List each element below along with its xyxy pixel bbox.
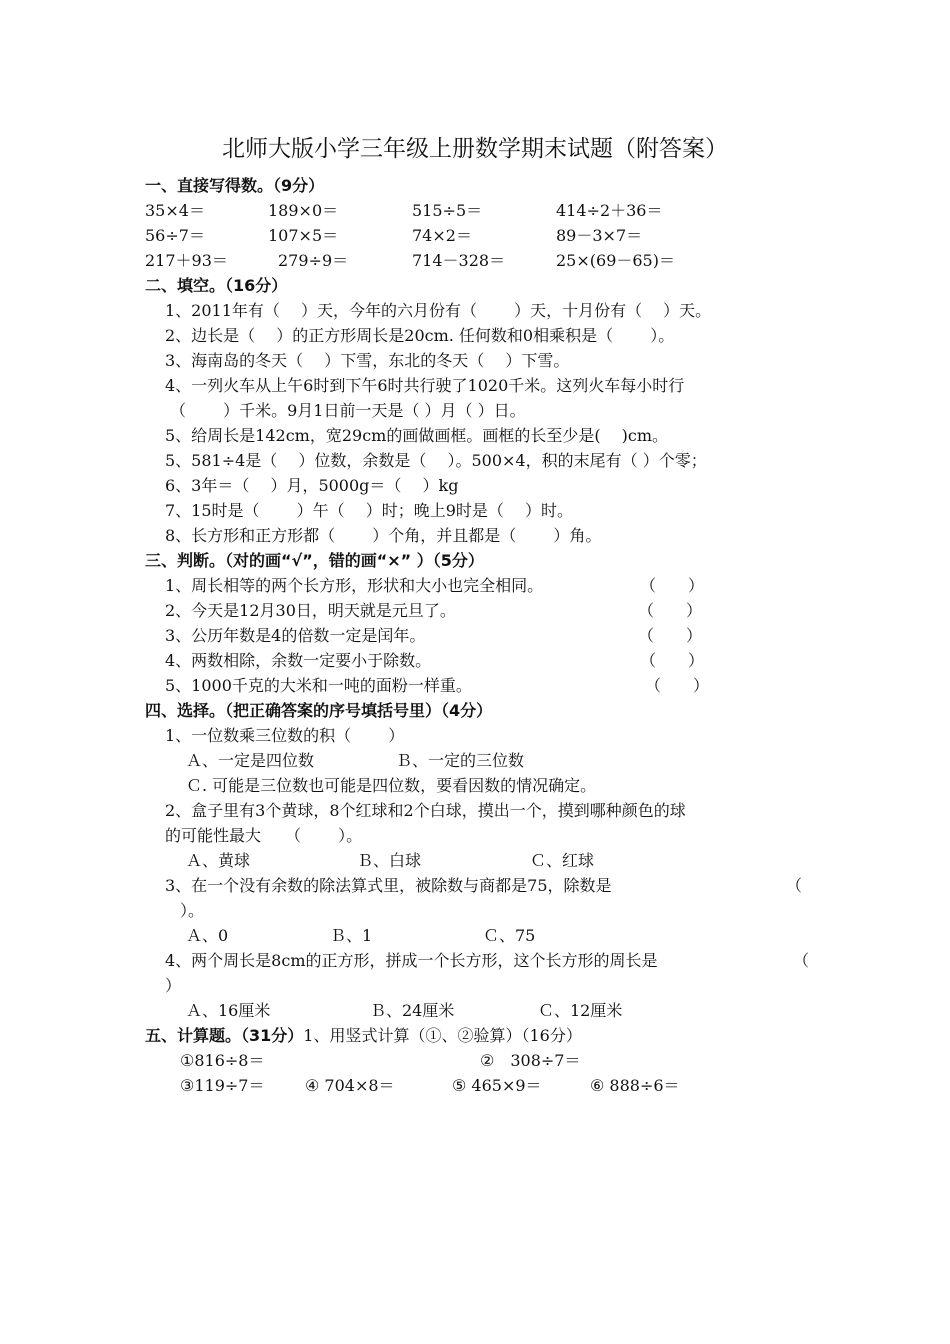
choice-option: Ｃ、12厘米	[538, 1001, 623, 1020]
choice-option: Ｂ、一定的三位数	[396, 751, 525, 770]
choice-question: ）	[165, 976, 182, 995]
fill-blank-item: 1、2011年有（ ）天，今年的六月份有（ ）天，十月份有（ ）天。	[165, 301, 712, 320]
section-3-heading: 三、判断。（对的画“√”，错的画“×” ）（5分）	[145, 551, 484, 570]
choice-question: 1、一位数乘三位数的积（ ）	[165, 726, 405, 745]
fill-blank-item: 4、一列火车从上午6时到下午6时共行驶了1020千米。这列火车每小时行	[165, 376, 685, 395]
fill-blank-item: （ ）千米。9月1日前一天是（ ）月（ ）日。	[170, 401, 526, 420]
choice-option: Ａ、黄球	[186, 851, 251, 870]
calc-item: 25×(69－65)＝	[556, 251, 675, 270]
calc-item: 217＋93＝	[145, 251, 228, 270]
choice-option: Ｂ、24厘米	[370, 1001, 455, 1020]
answer-blank: （ ）	[638, 601, 703, 620]
calc-item: 56÷7＝	[145, 226, 205, 245]
choice-option: Ｃ、75	[483, 926, 536, 945]
fill-blank-item: 6、3年＝（ ）月，5000g＝（ ）kg	[165, 476, 459, 495]
calc-item: 35×4＝	[145, 201, 205, 220]
choice-option: Ｂ、白球	[357, 851, 422, 870]
judgment-item: 5、1000千克的大米和一吨的面粉一样重。	[165, 676, 472, 695]
answer-blank: （ ）	[640, 576, 705, 595]
answer-blank: （ ）	[645, 676, 710, 695]
judgment-item: 2、今天是12月30日，明天就是元旦了。	[165, 601, 456, 620]
choice-question: ）。	[180, 901, 205, 920]
section-5-title: 五、计算题。（31分）	[145, 1026, 304, 1045]
judgment-item: 4、两数相除，余数一定要小于除数。	[165, 651, 432, 670]
page-title: 北师大版小学三年级上册数学期末试题（附答案）	[222, 136, 728, 162]
choice-question: 3、在一个没有余数的除法算式里，被除数与商都是75，除数是	[165, 876, 612, 895]
choice-option: Ｃ、红球	[530, 851, 595, 870]
vertical-calc-item: ② 308÷7＝	[480, 1051, 581, 1070]
choice-option: Ｂ、1	[330, 926, 373, 945]
vertical-calc-item: ③119÷7＝	[180, 1076, 265, 1095]
fill-blank-item: 2、边长是（ ）的正方形周长是20cm. 任何数和0相乘积是（ ）。	[165, 326, 675, 345]
calc-item: 414÷2＋36＝	[556, 201, 663, 220]
section-5-subtitle: 1、用竖式计算（①、②验算）（16分）	[303, 1026, 582, 1045]
choice-question: 2、盒子里有3个黄球，8个红球和2个白球，摸出一个，摸到哪种颜色的球	[165, 801, 686, 820]
fill-blank-item: 7、15时是（ ）午（ ）时；晚上9时是（ ）时。	[165, 501, 573, 520]
vertical-calc-item: ⑤ 465×9＝	[452, 1076, 542, 1095]
vertical-calc-item: ④ 704×8＝	[305, 1076, 395, 1095]
fill-blank-item: 8、长方形和正方形都（ ）个角，并且都是（ ）角。	[165, 526, 602, 545]
choice-option: Ａ、0	[186, 926, 229, 945]
choice-option: Ａ、16厘米	[186, 1001, 271, 1020]
calc-item: 279÷9＝	[278, 251, 349, 270]
calc-item: 107×5＝	[268, 226, 339, 245]
calc-item: 89－3×7＝	[556, 226, 643, 245]
fill-blank-item: 5、给周长是142cm，宽29cm的画做画框。画框的长至少是( )cm。	[165, 426, 669, 445]
fill-blank-item: 3、海南岛的冬天（ ）下雪，东北的冬天（ ）下雪。	[165, 351, 570, 370]
choice-option: Ｃ. 可能是三位数也可能是四位数，要看因数的情况确定。	[186, 776, 597, 795]
section-1-heading: 一、直接写得数。（9分）	[145, 176, 325, 195]
choice-paren: （	[786, 876, 803, 895]
choice-question: 4、两个周长是8cm的正方形，拼成一个长方形，这个长方形的周长是	[165, 951, 658, 970]
judgment-item: 3、公历年数是4的倍数一定是闰年。	[165, 626, 426, 645]
answer-blank: （ ）	[638, 626, 703, 645]
vertical-calc-item: ①816÷8＝	[180, 1051, 265, 1070]
vertical-calc-item: ⑥ 888÷6＝	[590, 1076, 680, 1095]
calc-item: 189×0＝	[268, 201, 339, 220]
fill-blank-item: 5、581÷4是（ ）位数，余数是（ ）。500×4，积的末尾有（ ）个零；	[165, 451, 707, 470]
calc-item: 74×2＝	[412, 226, 472, 245]
choice-question: 的可能性最大 （ ）。	[165, 826, 363, 845]
section-5-heading	[145, 1025, 582, 1047]
answer-blank: （ ）	[640, 651, 705, 670]
section-4-heading: 四、选择。（把正确答案的序号填括号里）（4分）	[145, 701, 493, 720]
calc-item: 714－328＝	[412, 251, 506, 270]
calc-item: 515÷5＝	[412, 201, 483, 220]
section-2-heading: 二、填空。（16分）	[145, 276, 288, 295]
choice-paren: （	[793, 951, 810, 970]
choice-option: Ａ、一定是四位数	[186, 751, 315, 770]
judgment-item: 1、周长相等的两个长方形，形状和大小也完全相同。	[165, 576, 544, 595]
